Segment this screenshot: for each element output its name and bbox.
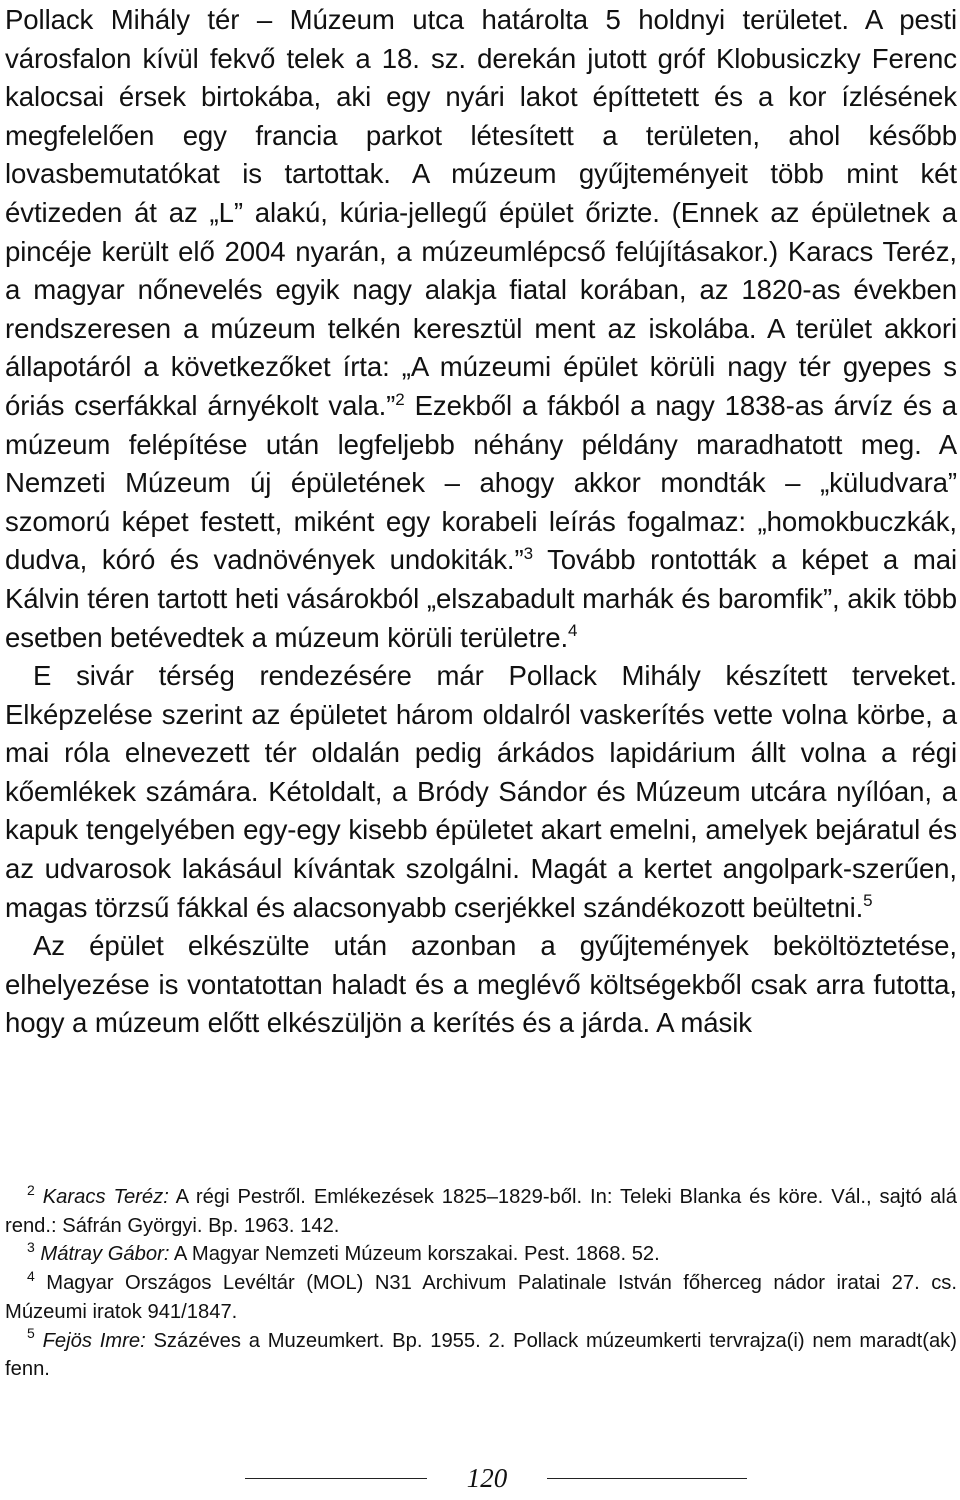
page-number: 120 bbox=[466, 1463, 508, 1493]
footnote-4 bbox=[5, 1269, 957, 1326]
footnote-text: A Magyar Nemzeti Múzeum korszakai. Pest. 1868. 52. bbox=[169, 1243, 660, 1266]
footnote-text: A régi Pestről. Emlékezések 1825–1829-ből. In: Teleki Blanka és köre. Vál., sajtó alá rend.: Sáfrán Györgyi. Bp. 1963. 142. bbox=[5, 1186, 958, 1237]
document-page bbox=[5, 0, 957, 1497]
footnote-ref-2: 2 bbox=[395, 389, 405, 409]
paragraph-2-text: E sivár térség rendezésére már Pollack Mihály készített terveket. Elképzelése szerint az épületet három oldalról vaskerítés vette volna körbe, a mai róla elnevezett tér oldalán pedig árkádos lapidárium állt volna a régi kőemlékek számára. Kétoldalt, a Bródy Sándor és Múzeum utcára nyílóan, a kapuk tengelyében egy-egy kisebb épületet akart emelni, amelyek bejáratul és az udvarosok lakásául kívántak szolgálni. Magát a kertet angolpark-szerűen, magas törzsű fákkal és alacsonyabb cserjékkel szándékozott beültetni. bbox=[5, 660, 957, 923]
footnote-author: Mátray Gábor: bbox=[40, 1243, 170, 1266]
page-footer bbox=[5, 1460, 957, 1500]
paragraph-3 bbox=[5, 927, 957, 1043]
footnotes bbox=[5, 1183, 957, 1384]
footnote-number: 3 bbox=[27, 1239, 35, 1256]
paragraph-2 bbox=[5, 657, 957, 927]
footnote-author: Fejös Imre: bbox=[42, 1329, 146, 1352]
footer-rule-left bbox=[245, 1478, 427, 1479]
paragraph-1-text-cont-2: Tovább rontották a képet a mai Kálvin téren tartott heti vásárokból „elszabadult marhák és baromfik”, akik több esetben betévedtek a múzeum körüli területre. bbox=[5, 544, 957, 653]
paragraph-1-text: Pollack Mihály tér – Múzeum utca határolta 5 holdnyi területet. A pesti városfalon kívül fekvő telek a 18. sz. derekán jutott gróf Klobusiczky Ferenc kalocsai érsek birtokába, aki egy nyári lakot építtetett és a kor ízlésének megfelelően egy francia parkot létesített a területen, ahol később lovasbemutatókat is tartottak. A múzeum gyűjteményeit több mint két évtizeden át az „L” alakú, kúria-jellegű épület őrizte. (Ennek az épületnek a pincéje került elő 2004 nyarán, a múzeumlépcső felújításakor.) Karacs Teréz, a magyar nőnevelés egyik nagy alakja fiatal korában, az 1820-as években rendszeresen a múzeum telkén keresztül ment az iskolába. A terület akkori állapotáról a következőket írta: „A múzeumi épület körüli nagy tér gyepes s óriás cserfákkal árnyékolt vala.” bbox=[5, 4, 957, 421]
footnote-ref-3: 3 bbox=[523, 544, 533, 564]
footer-rule-right bbox=[547, 1478, 747, 1479]
footnote-number: 5 bbox=[27, 1325, 35, 1342]
footnote-ref-4: 4 bbox=[568, 621, 578, 641]
footnote-3 bbox=[5, 1240, 957, 1269]
footnote-number: 2 bbox=[27, 1181, 35, 1198]
footnote-number: 4 bbox=[27, 1267, 35, 1284]
footnote-author: Karacs Teréz: bbox=[42, 1186, 169, 1208]
footnote-text: Százéves a Muzeumkert. Bp. 1955. 2. Pollack múzeumkerti tervrajza(i) nem maradt(ak) fenn. bbox=[5, 1329, 957, 1381]
footnote-text: Magyar Országos Levéltár (MOL) N31 Archivum Palatinale István főherceg nádor iratai 27. cs. Múzeumi iratok 941/1847. bbox=[5, 1272, 957, 1323]
paragraph-1-text-cont: Ezekből a fákból a nagy 1838-as árvíz és a múzeum felépítése után legfeljebb néhány példány maradhatott meg. A Nemzeti Múzeum új épületének – ahogy akkor mondták – „küludvara” szomorú képet festett, miként egy korabeli leírás fogalmaz: „homokbuczkák, dudva, kóró és vadnövények undokiták.” bbox=[5, 389, 957, 576]
paragraph-3-text: Az épület elkészülte után azonban a gyűjtemények beköltöztetése, elhelyezése is vontatottan haladt és a meglévő költségekből csak arra futotta, hogy a múzeum előtt elkészüljön a kerítés és a járda. A másik bbox=[5, 930, 957, 1039]
footnote-2 bbox=[5, 1183, 957, 1240]
paragraph-1 bbox=[5, 1, 957, 657]
footnote-5 bbox=[5, 1327, 957, 1384]
footnote-ref-5: 5 bbox=[863, 891, 873, 911]
body-text bbox=[5, 1, 957, 1043]
